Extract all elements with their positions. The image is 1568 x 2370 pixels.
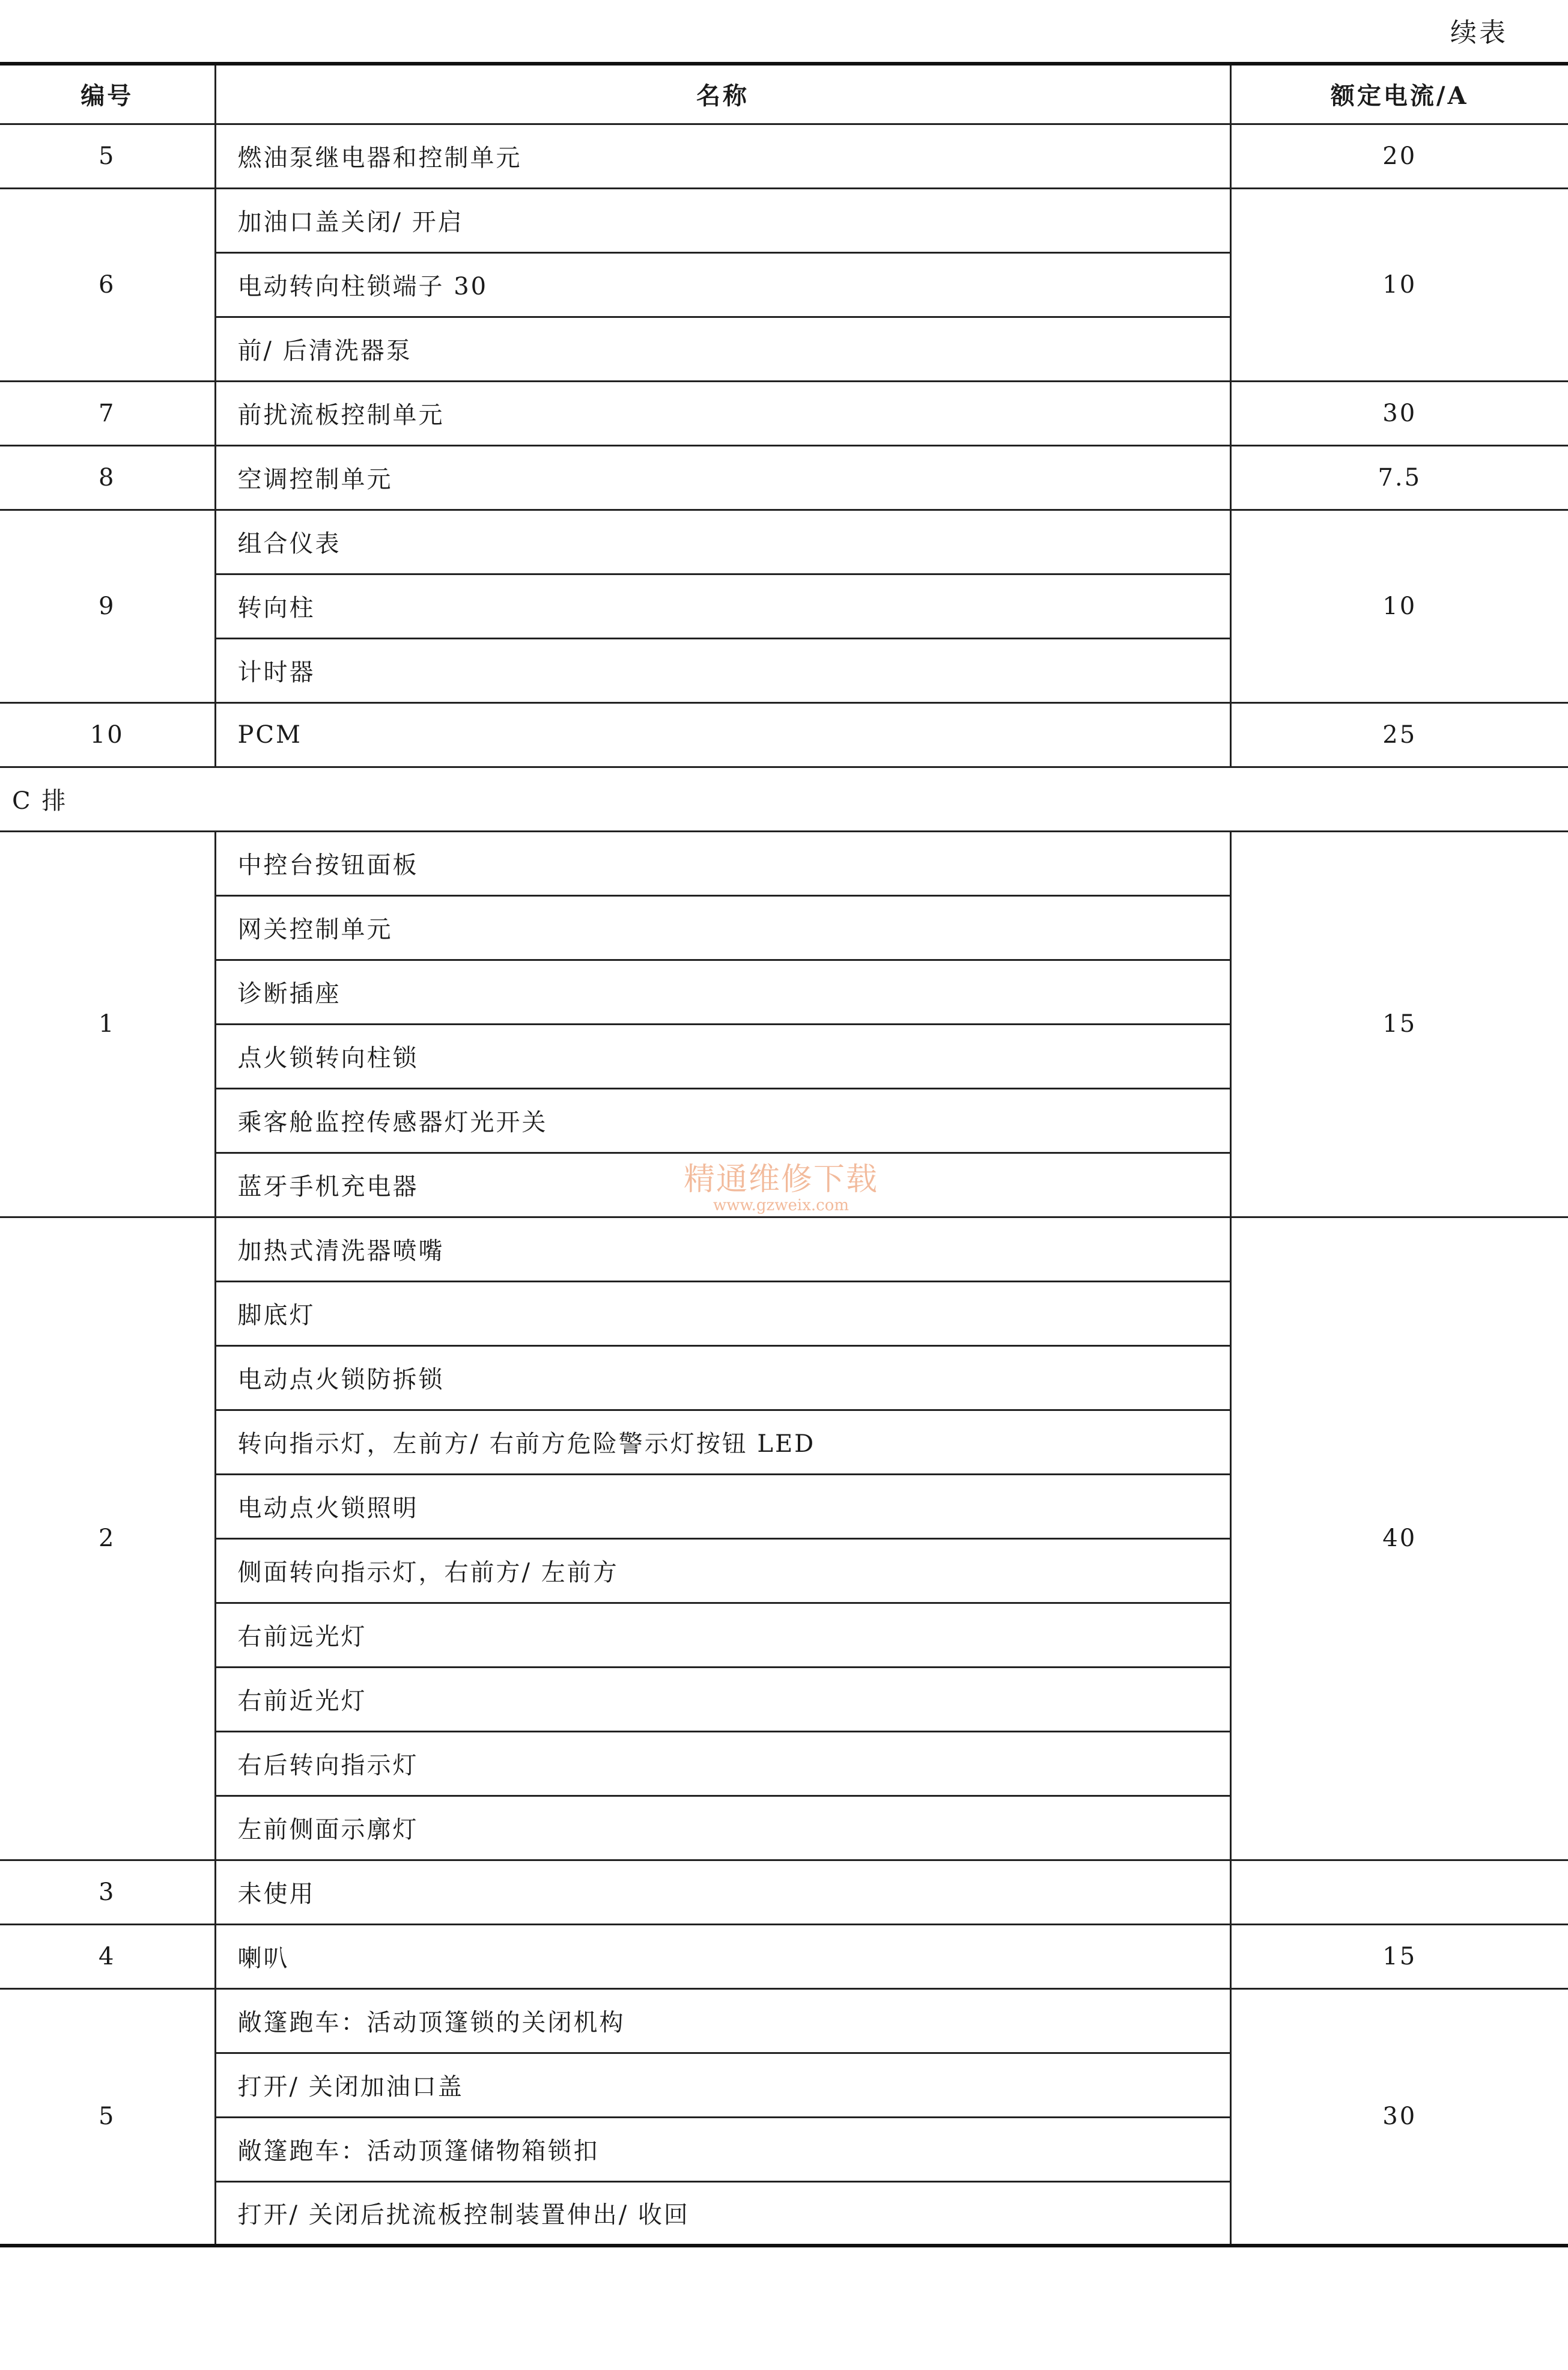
fuse-name-cell: 右后转向指示灯 xyxy=(215,1731,1230,1796)
fuse-number-cell: 6 xyxy=(0,188,215,381)
rated-current-cell: 25 xyxy=(1230,702,1568,767)
fuse-name-cell: 脚底灯 xyxy=(215,1281,1230,1345)
table-header-row xyxy=(0,64,1568,124)
fuse-name-cell: 打开/ 关闭加油口盖 xyxy=(215,2053,1230,2117)
fuse-number-cell: 10 xyxy=(0,702,215,767)
table-row xyxy=(0,831,1568,895)
section-label: C 排 xyxy=(0,767,1568,831)
fuse-name-cell: 左前侧面示廓灯 xyxy=(215,1796,1230,1860)
rated-current-cell: 30 xyxy=(1230,381,1568,445)
fuse-table xyxy=(0,62,1568,2247)
fuse-name-cell: 点火锁转向柱锁 xyxy=(215,1024,1230,1088)
fuse-number-cell: 9 xyxy=(0,510,215,702)
fuse-name-cell: 组合仪表 xyxy=(215,510,1230,574)
table-row xyxy=(0,124,1568,188)
fuse-name-cell: 网关控制单元 xyxy=(215,895,1230,960)
fuse-name-cell: 计时器 xyxy=(215,638,1230,702)
rated-current-cell: 7.5 xyxy=(1230,445,1568,510)
rated-current-cell: 15 xyxy=(1230,1924,1568,1988)
fuse-name-cell: 电动点火锁照明 xyxy=(215,1474,1230,1538)
fuse-name-cell: 敞篷跑车：活动顶篷储物箱锁扣 xyxy=(215,2117,1230,2181)
fuse-number-cell: 1 xyxy=(0,831,215,1217)
table-row xyxy=(0,188,1568,252)
fuse-name-cell: 加油口盖关闭/ 开启 xyxy=(215,188,1230,252)
watermark-url: www.gzweix.com xyxy=(713,1196,849,1214)
table-row xyxy=(0,445,1568,510)
fuse-name-cell: 侧面转向指示灯，右前方/ 左前方 xyxy=(215,1538,1230,1603)
fuse-number-cell: 3 xyxy=(0,1860,215,1924)
fuse-name-cell: 右前近光灯 xyxy=(215,1667,1230,1731)
fuse-name-cell: 蓝牙手机充电器 xyxy=(215,1153,1230,1217)
fuse-name-cell: 未使用 xyxy=(215,1860,1230,1924)
fuse-number-cell: 2 xyxy=(0,1217,215,1860)
fuse-name-cell: 转向柱 xyxy=(215,574,1230,638)
fuse-name-cell: 电动点火锁防拆锁 xyxy=(215,1345,1230,1410)
rated-current-cell: 30 xyxy=(1230,1988,1568,2246)
table-row xyxy=(0,381,1568,445)
rated-current-cell xyxy=(1230,1860,1568,1924)
fuse-name-cell: 电动转向柱锁端子 30 xyxy=(215,252,1230,317)
rated-current-cell: 10 xyxy=(1230,510,1568,702)
table-row xyxy=(0,702,1568,767)
fuse-name-cell: PCM xyxy=(215,702,1230,767)
fuse-name-cell: 诊断插座 xyxy=(215,960,1230,1024)
fuse-name-cell: 前扰流板控制单元 xyxy=(215,381,1230,445)
fuse-name-cell: 中控台按钮面板 xyxy=(215,831,1230,895)
table-row xyxy=(0,1860,1568,1924)
fuse-name-cell: 敞篷跑车：活动顶篷锁的关闭机构 xyxy=(215,1988,1230,2053)
table-caption: 续表 xyxy=(1450,17,1508,48)
header-current: 额定电流/A xyxy=(1230,64,1568,124)
header-name: 名称 xyxy=(215,64,1230,124)
rated-current-cell: 10 xyxy=(1230,188,1568,381)
section-row xyxy=(0,767,1568,831)
rated-current-cell: 40 xyxy=(1230,1217,1568,1860)
fuse-name-cell: 前/ 后清洗器泵 xyxy=(215,317,1230,381)
fuse-number-cell: 5 xyxy=(0,1988,215,2246)
table-row xyxy=(0,1988,1568,2053)
fuse-name-cell: 喇叭 xyxy=(215,1924,1230,1988)
watermark-title: 精通维修下载 xyxy=(683,1162,878,1198)
fuse-number-cell: 8 xyxy=(0,445,215,510)
fuse-name-cell: 乘客舱监控传感器灯光开关 xyxy=(215,1088,1230,1153)
table-row xyxy=(0,510,1568,574)
fuse-number-cell: 7 xyxy=(0,381,215,445)
header-number: 编号 xyxy=(0,64,215,124)
fuse-name-cell: 加热式清洗器喷嘴 xyxy=(215,1217,1230,1281)
table-body xyxy=(0,124,1568,2246)
fuse-name-cell: 燃油泵继电器和控制单元 xyxy=(215,124,1230,188)
fuse-name-cell: 右前远光灯 xyxy=(215,1603,1230,1667)
table-row xyxy=(0,1217,1568,1281)
fuse-number-cell: 4 xyxy=(0,1924,215,1988)
fuse-name-cell: 转向指示灯，左前方/ 右前方危险警示灯按钮 LED xyxy=(215,1410,1230,1474)
rated-current-cell: 15 xyxy=(1230,831,1568,1217)
rated-current-cell: 20 xyxy=(1230,124,1568,188)
table-row xyxy=(0,1924,1568,1988)
fuse-name-cell: 打开/ 关闭后扰流板控制装置伸出/ 收回 xyxy=(215,2181,1230,2246)
fuse-number-cell: 5 xyxy=(0,124,215,188)
fuse-name-cell: 空调控制单元 xyxy=(215,445,1230,510)
